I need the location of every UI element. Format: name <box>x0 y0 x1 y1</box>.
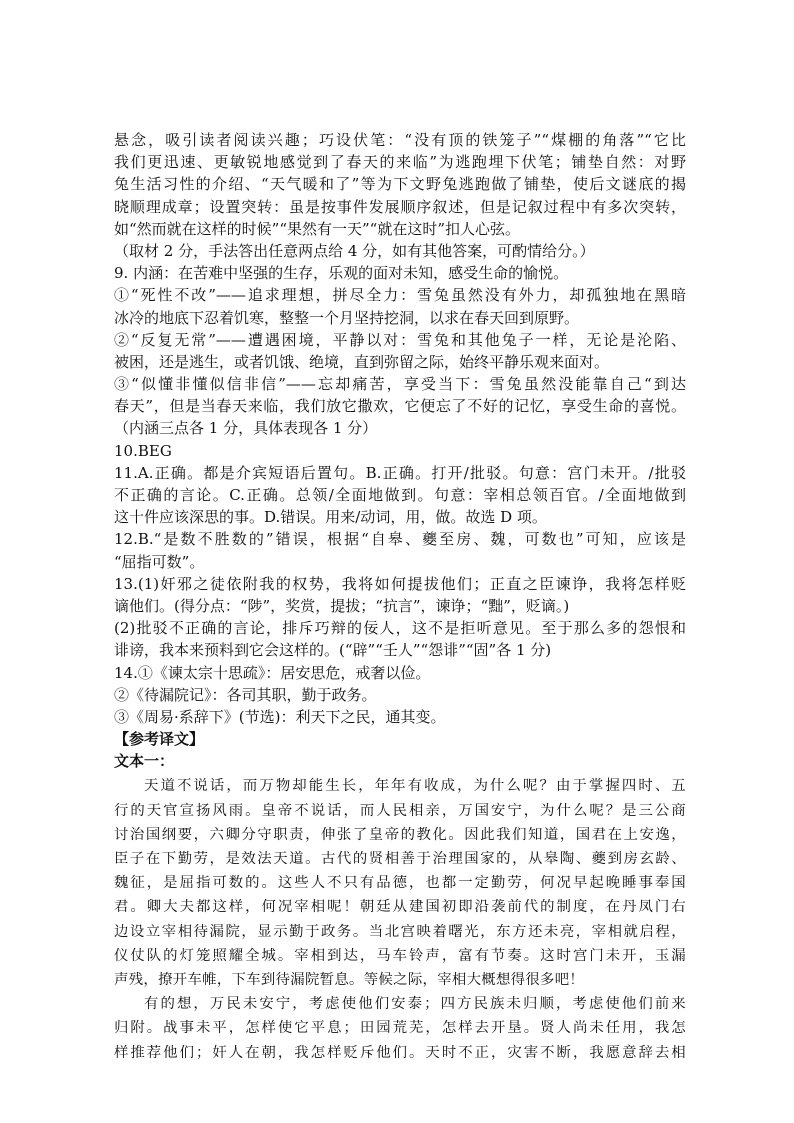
translation-line: 仪仗队的灯笼照耀全城。宰相到达，马车铃声，富有节奏。这时宫门未开，玉漏 <box>114 947 686 964</box>
answer-line: 春天”，但是当春天来临，我们放它撒欢，它便忘了不好的记忆，享受生命的喜悦。 <box>114 397 686 416</box>
text-one-heading: 文本一： <box>114 752 175 771</box>
translation-line: 有的想，万民未安宁，考虑使他们安泰；四方民族未归顺，考虑使他们前来 <box>144 996 686 1013</box>
translation-line: 讨治国纲要，六卿分守职责，伸张了皇帝的教化。因此我们知道，国君在上安逸， <box>114 826 686 843</box>
translation-line: 边设立宰相待漏院，显示勤于政务。当北宫映着曙光，东方还未亮，宰相就启程， <box>114 923 686 940</box>
translation-line: 声残，撩开车帷，下车到待漏院暂息。等候之际，宰相大概想得很多吧！ <box>114 971 585 988</box>
translation-line: 臣子在下勤劳，是效法天道。古代的贤相善于治理国家的，从皋陶、夔到房玄龄、 <box>114 851 686 867</box>
answer-line: ③《周易·系辞下》(节选)：利天下之民，通其变。 <box>114 707 446 726</box>
translation-line: 归附。战事未平，怎样使它平息；田园荒芜，怎样去开垦。贤人尚未任用，我怎 <box>114 1020 686 1037</box>
answer-line: 不正确的言论。C.正确。总领/全面地做到。句意：宰相总领百官。/全面地做到 <box>114 486 686 504</box>
answer-line: 兔生活习性的介绍、“天气暖和了”等为下文野兔逃跑做了铺垫，使后文谜底的揭 <box>114 175 686 194</box>
answer-line: ①“死性不改”——追求理想，拼尽全力：雪兔虽然没有外力，却孤独地在黑暗 <box>114 286 686 305</box>
answer-9-heading: 9. 内涵：在苦难中坚强的生存，乐观的面对未知，感受生命的愉悦。 <box>114 264 569 283</box>
answer-line: 13.(1)奸邪之徒依附我的权势，我将如何提拔他们；正直之臣谏诤，我将怎样贬 <box>114 574 686 593</box>
reference-translation-heading: 【参考译文】 <box>114 730 205 749</box>
scoring-note: （内涵三点各 1 分，具体表现各 1 分） <box>114 419 378 438</box>
translation-line: 行的天官宣扬风雨。皇帝不说话，而人民相亲，万国安宁，为什么呢？是三公商 <box>114 802 686 819</box>
answer-10: 10.BEG <box>114 441 172 460</box>
answer-line: 晓顺理成章；设置突转：虽是按事件发展顺序叙述，但是记叙过程中有多次突转， <box>114 197 686 216</box>
answer-line: ③“似懂非懂似信非信”——忘却痛苦，享受当下：雪兔虽然没能靠自己“到达 <box>114 375 686 394</box>
answer-line: 11.A.正确。都是介宾短语后置句。B.正确。打开/批驳。句意：宫门未开。/批驳 <box>114 463 686 482</box>
scoring-note: （取材 2 分，手法答出任意两点给 4 分，如有其他答案，可酌情给分。） <box>114 241 595 260</box>
translation-line: 样推荐他们；奸人在朝，我怎样贬斥他们。天时不正，灾害不断，我愿意辞去相 <box>114 1044 686 1061</box>
answer-line: ②《待漏院记》：各司其职，勤于政务。 <box>114 685 377 704</box>
answer-line: 12.B.“是数不胜数的”错误，根据“自皋、夔至房、魏，可数也”可知，应该是 <box>114 530 686 549</box>
translation-line: 君。卿大夫都这样，何况宰相呢！朝廷从建国初即沿袭前代的制度，在丹凤门右 <box>114 899 686 916</box>
answer-line: 如“然而就在这样的时候”“果然有一天”“就在这时”扣人心弦。 <box>114 219 521 238</box>
answer-line: 冰冷的地底下忍着饥寒，整整一个月坚持挖洞，以求在春天回到原野。 <box>114 308 580 327</box>
answer-line: 我们更迅速、更敏锐地感觉到了春天的来临”为逃跑埋下伏笔；铺垫自然：对野 <box>114 153 686 172</box>
answer-line: 这十件应该深思的事。D.错误。用来/动词，用，做。故选 D 项。 <box>114 508 547 527</box>
answer-line: 被困，还是逃生，或者饥饿、绝境，直到弥留之际，始终平静乐观来面对。 <box>114 352 610 371</box>
answer-line: 14.①《谏太宗十思疏》：居安思危，戒奢以俭。 <box>114 663 431 682</box>
answer-line: 谪他们。(得分点：“陟”，奖赏，提拔；“抗言”，谏诤；“黜”，贬谪。) <box>114 596 570 615</box>
document-page <box>114 129 686 1065</box>
answer-line: (2)批驳不正确的言论，排斥巧辩的佞人，这不是拒听意见。至于那么多的怨恨和 <box>114 619 686 638</box>
translation-line: 魏征，是屈指可数的。这些人不只有品德，也都一定勤劳，何况早起晚睡事奉国 <box>114 875 686 892</box>
answer-line: ②“反复无常”——遭遇困境，平静以对：雪兔和其他兔子一样，无论是沦陷、 <box>114 330 686 349</box>
answer-line: “屈指可数”。 <box>114 552 205 571</box>
answer-line: 诽谤，我本来预料到它会这样的。(“辟”“壬人”“怨诽”“固”各 1 分) <box>114 641 552 660</box>
translation-line: 天道不说话，而万物却能生长，年年有收成，为什么呢？由于掌握四时、五 <box>144 778 686 795</box>
answer-line: 悬念，吸引读者阅读兴趣；巧设伏笔：“没有顶的铁笼子”“煤棚的角落”“它比 <box>114 131 686 149</box>
